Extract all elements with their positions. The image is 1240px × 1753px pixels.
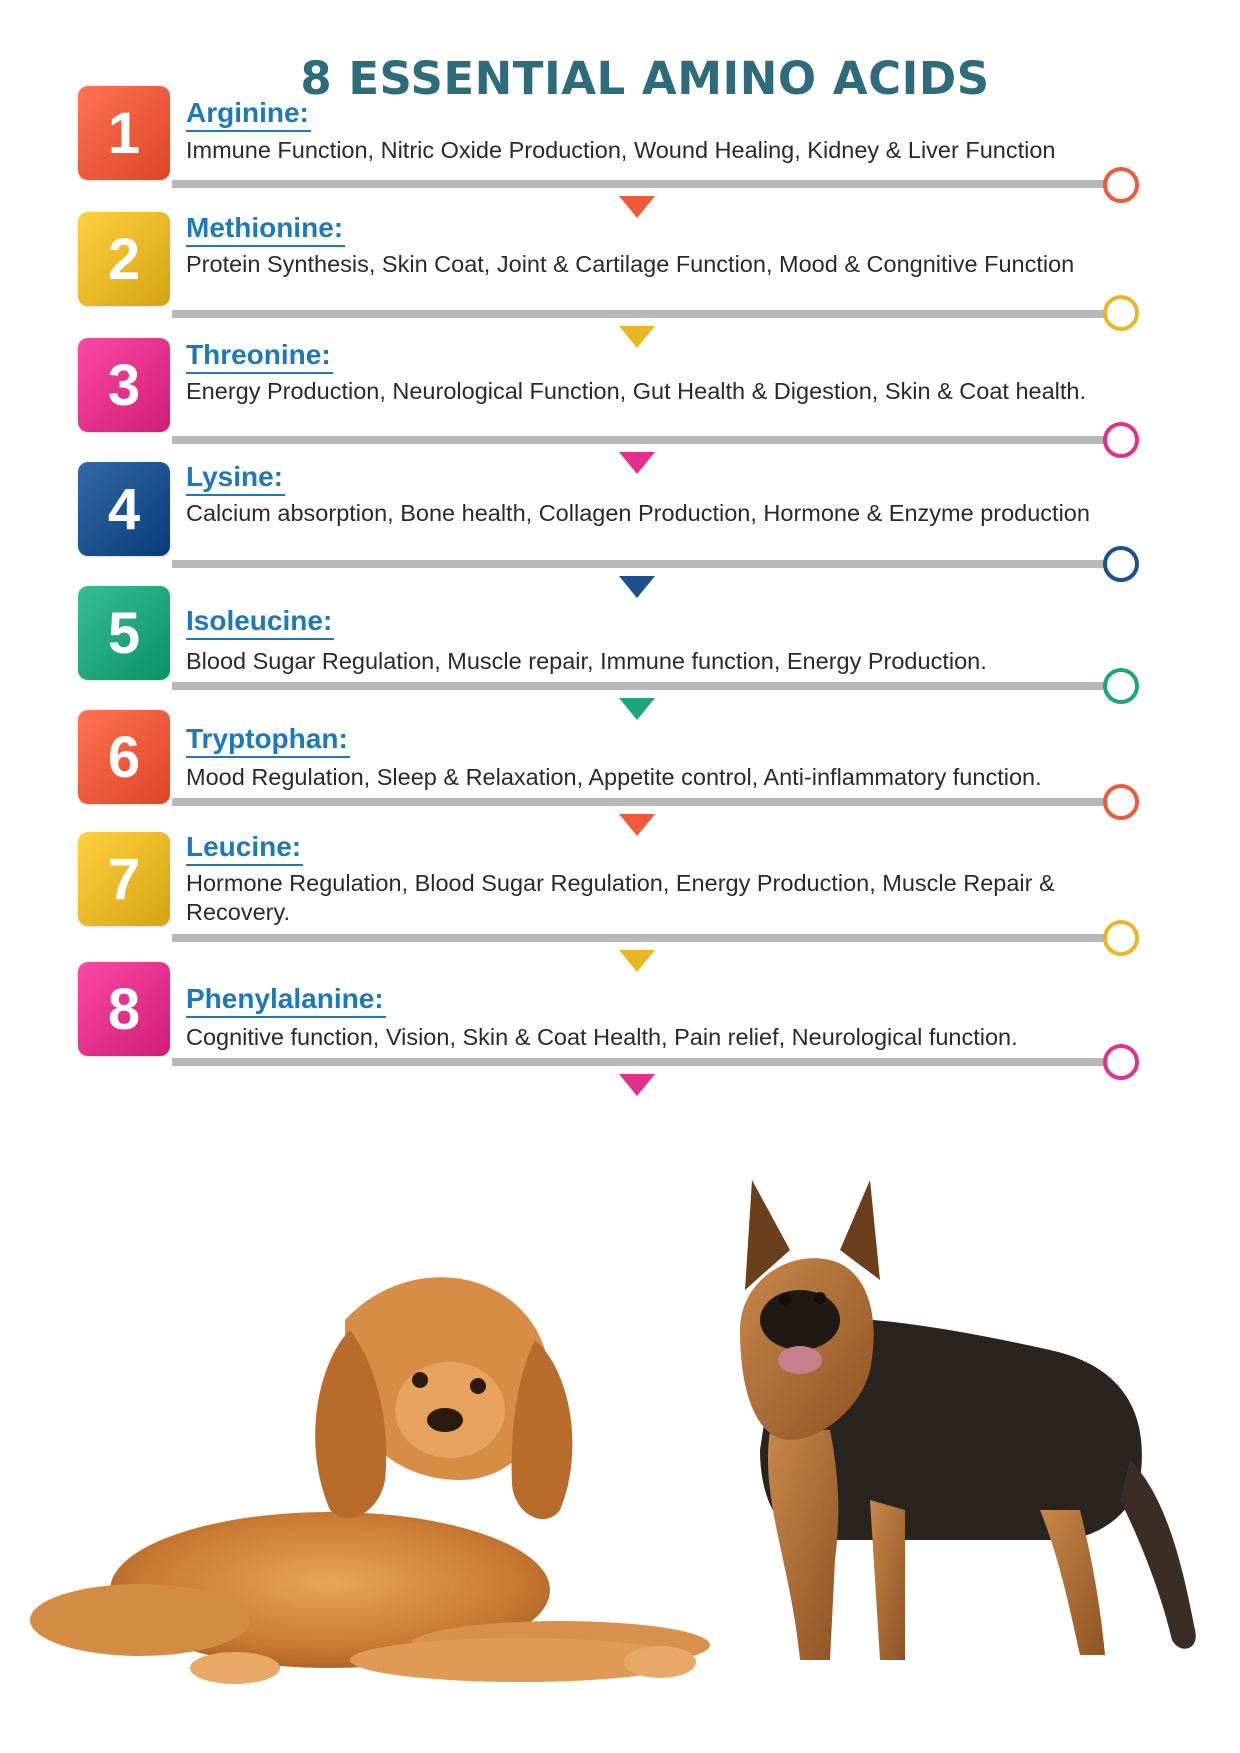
amino-acid-name: Tryptophan: <box>186 722 350 758</box>
divider-bar <box>172 560 1120 568</box>
ring-marker-icon <box>1103 167 1139 203</box>
divider-bar <box>172 934 1120 942</box>
divider-bar <box>172 180 1120 188</box>
amino-acid-name: Lysine: <box>186 460 285 496</box>
divider-bar <box>172 436 1120 444</box>
number-badge: 2 <box>78 212 170 306</box>
number-badge: 3 <box>78 338 170 432</box>
number-badge: 7 <box>78 832 170 926</box>
down-arrow-icon <box>619 196 655 218</box>
ring-marker-icon <box>1103 920 1139 956</box>
page-title: 8 ESSENTIAL AMINO ACIDS <box>300 52 990 105</box>
amino-acid-description: Hormone Regulation, Blood Sugar Regulation, Energy Production, Muscle Repair & Recovery. <box>186 870 1055 925</box>
divider-bar <box>172 310 1120 318</box>
down-arrow-icon <box>619 452 655 474</box>
ring-marker-icon <box>1103 784 1139 820</box>
ring-marker-icon <box>1103 1044 1139 1080</box>
number-badge: 1 <box>78 86 170 180</box>
amino-acid-description: Cognitive function, Vision, Skin & Coat Health, Pain relief, Neurological function. <box>186 1024 1018 1050</box>
ring-marker-icon <box>1103 546 1139 582</box>
amino-acid-description: Blood Sugar Regulation, Muscle repair, Immune function, Energy Production. <box>186 648 987 674</box>
shepherd-dog-illustration <box>740 1180 1196 1660</box>
down-arrow-icon <box>619 698 655 720</box>
amino-acid-name: Leucine: <box>186 830 303 866</box>
down-arrow-icon <box>619 814 655 836</box>
number-badge: 4 <box>78 462 170 556</box>
amino-acid-description: Mood Regulation, Sleep & Relaxation, Appetite control, Anti-inflammatory function. <box>186 764 1042 790</box>
down-arrow-icon <box>619 326 655 348</box>
ring-marker-icon <box>1103 668 1139 704</box>
divider-bar <box>172 682 1120 690</box>
amino-acid-name: Methionine: <box>186 211 345 247</box>
amino-acid-name: Phenylalanine: <box>186 982 386 1018</box>
divider-bar <box>172 1058 1120 1066</box>
down-arrow-icon <box>619 576 655 598</box>
number-badge: 8 <box>78 962 170 1056</box>
ring-marker-icon <box>1103 422 1139 458</box>
down-arrow-icon <box>619 1074 655 1096</box>
number-badge: 5 <box>78 586 170 680</box>
ring-marker-icon <box>1103 295 1139 331</box>
amino-acid-name: Threonine: <box>186 338 333 374</box>
number-badge: 6 <box>78 710 170 804</box>
amino-acid-description: Energy Production, Neurological Function, Gut Health & Digestion, Skin & Coat health. <box>186 378 1087 404</box>
amino-acid-description: Protein Synthesis, Skin Coat, Joint & Cartilage Function, Mood & Congnitive Function <box>186 251 1075 277</box>
divider-bar <box>172 798 1120 806</box>
dogs-illustration <box>0 1180 1240 1700</box>
amino-acid-name: Isoleucine: <box>186 604 334 640</box>
amino-acid-description: Calcium absorption, Bone health, Collagen Production, Hormone & Enzyme production <box>186 500 1090 526</box>
amino-acid-description: Immune Function, Nitric Oxide Production, Wound Healing, Kidney & Liver Function <box>186 137 1056 163</box>
puppy-illustration <box>30 1277 710 1684</box>
down-arrow-icon <box>619 950 655 972</box>
amino-acid-name: Arginine: <box>186 96 311 132</box>
